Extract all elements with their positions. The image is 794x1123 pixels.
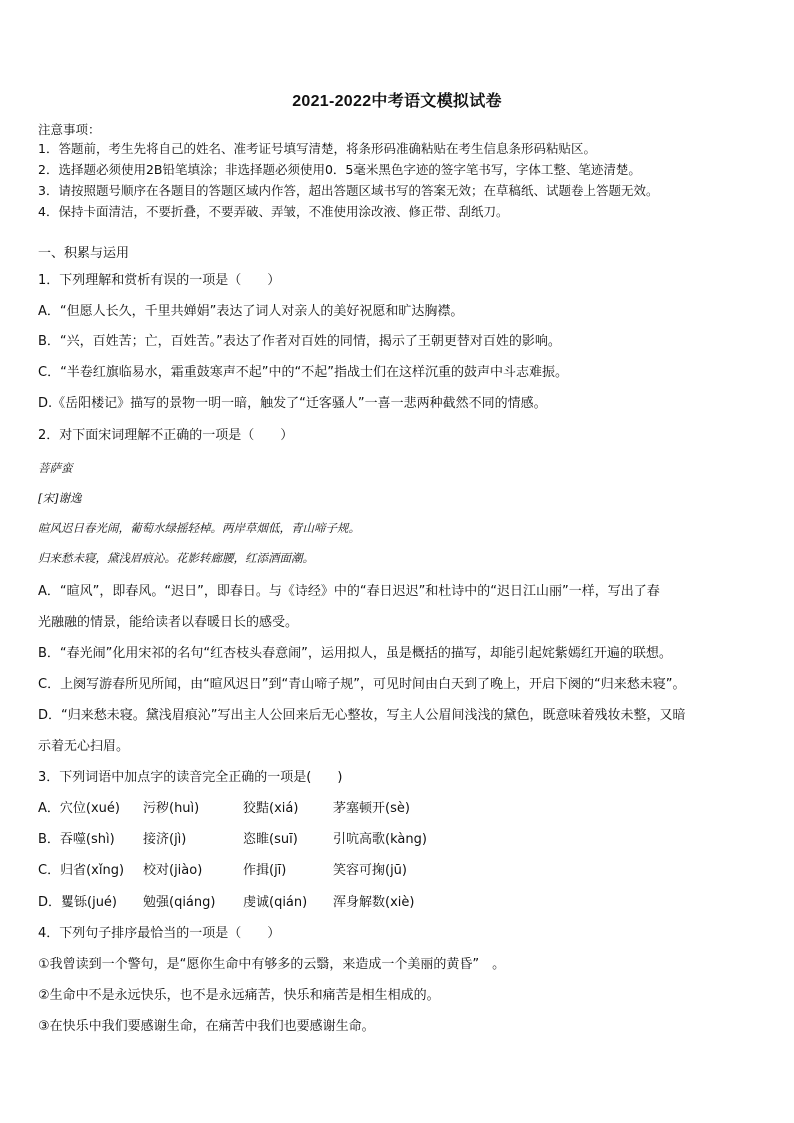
notice-item: 4．保持卡面清洁，不要折叠，不要弄破、弄皱，不准使用涂改液、修正带、刮纸刀。 bbox=[38, 204, 509, 219]
notice-item: 2．选择题必须使用2B铅笔填涂；非选择题必须使用0．5毫米黑色字迹的签字笔书写，字体工整、笔迹清楚。 bbox=[38, 162, 641, 177]
question-3-option-b bbox=[38, 831, 768, 849]
poem-line: 暄风迟日春光闹，葡萄水绿摇轻棹。两岸草烟低，青山啼子规。 bbox=[38, 521, 360, 535]
question-2-option-c: C．上阕写游春所见所闻，由“暄风迟日”到“青山啼子规”，可见时间由白天到了晚上，开启下阕的“归来愁未寝”。 bbox=[38, 677, 686, 692]
question-3-stem: 3．下列词语中加点字的读音完全正确的一项是( ) bbox=[38, 770, 343, 785]
page-title: 2021-2022中考语文模拟试卷 bbox=[292, 93, 502, 110]
option-word: 狡黠(xiá) bbox=[243, 801, 299, 816]
question-3-option-d bbox=[38, 894, 768, 912]
section-heading: 一、积累与运用 bbox=[38, 246, 130, 261]
option-word: 作揖(jī) bbox=[243, 863, 287, 878]
option-word: 引吭高歌(kàng) bbox=[333, 832, 427, 847]
question-2-option-a: A．“暄风”，即春风。“迟日”，即春日。与《诗经》中的“春日迟迟”和杜诗中的“迟日江山丽”一样，写出了春 bbox=[38, 584, 660, 599]
option-word: 勉强(qiáng) bbox=[143, 895, 216, 910]
option-word: 虔诚(qián) bbox=[243, 895, 308, 910]
option-word: 茅塞顿开(sè) bbox=[333, 801, 410, 816]
question-2-option-d: D．“归来愁未寝。黛浅眉痕沁”写出主人公回来后无心整妆，写主人公眉间浅浅的黛色，既意味着残妆未整，又暗 bbox=[38, 708, 686, 723]
poem-title: 菩萨蛮 bbox=[38, 461, 73, 475]
question-4-stem: 4．下列句子排序最恰当的一项是（ ） bbox=[38, 926, 281, 941]
poem-author: [宋]谢逸 bbox=[38, 491, 82, 505]
option-word: 恣睢(suī) bbox=[243, 832, 298, 847]
poem-line: 归来愁未寝，黛浅眉痕沁。花影转廊腰，红添酒面潮。 bbox=[38, 551, 314, 565]
option-word: B．吞噬(shì) bbox=[38, 832, 115, 847]
question-4-sentence: ③在快乐中我们要感谢生命，在痛苦中我们也要感谢生命。 bbox=[38, 1019, 375, 1034]
question-1-option-d: D.《岳阳楼记》描写的景物一明一暗，触发了“迁客骚人”一喜一悲两种截然不同的情感。 bbox=[38, 396, 547, 411]
question-3-option-c bbox=[38, 862, 768, 880]
question-2-option-d-cont: 示着无心扫眉。 bbox=[38, 739, 130, 754]
question-1-option-b: B．“兴，百姓苦；亡，百姓苦。”表达了作者对百姓的同情，揭示了王朝更替对百姓的影响。 bbox=[38, 334, 561, 349]
question-2-option-b: B．“春光闹”化用宋祁的名句“红杏枝头春意闹”，运用拟人，虽是概括的描写，却能引起姹紫嫣红开遍的联想。 bbox=[38, 646, 672, 661]
option-word: 校对(jiào) bbox=[143, 863, 203, 878]
question-2-stem: 2．对下面宋词理解不正确的一项是（ ） bbox=[38, 428, 294, 443]
notice-item: 1．答题前，考生先将自己的姓名、准考证号填写清楚，将条形码准确粘贴在考生信息条形码粘贴区。 bbox=[38, 141, 596, 156]
option-word: 污秽(huì) bbox=[143, 801, 200, 816]
question-2-option-a-cont: 光融融的情景，能给读者以春暖日长的感受。 bbox=[38, 615, 299, 630]
question-4-sentence: ②生命中不是永远快乐，也不是永远痛苦，快乐和痛苦是相生相成的。 bbox=[38, 988, 440, 1003]
question-1-option-c: C．“半卷红旗临易水，霜重鼓寒声不起”中的“不起”指战士们在这样沉重的鼓声中斗志难振。 bbox=[38, 365, 569, 380]
option-word: 浑身解数(xiè) bbox=[333, 895, 415, 910]
question-3-option-a bbox=[38, 800, 768, 818]
option-word: A．穴位(xué) bbox=[38, 801, 120, 816]
option-word: D．矍铄(jué) bbox=[38, 895, 118, 910]
notice-item: 3．请按照题号顺序在各题目的答题区域内作答，超出答题区域书写的答案无效；在草稿纸、试题卷上答题无效。 bbox=[38, 183, 659, 198]
option-word: C．归省(xǐng) bbox=[38, 863, 125, 878]
option-word: 笑容可掬(jū) bbox=[333, 863, 407, 878]
notice-heading: 注意事项： bbox=[38, 122, 101, 137]
question-4-sentence: ①我曾读到一个警句，是“愿你生命中有够多的云翳，来造成一个美丽的黄昏” 。 bbox=[38, 957, 506, 972]
question-1-stem: 1．下列理解和赏析有误的一项是（ ） bbox=[38, 273, 281, 288]
option-word: 接济(jì) bbox=[143, 832, 187, 847]
question-1-option-a: A．“但愿人长久，千里共婵娟”表达了词人对亲人的美好祝愿和旷达胸襟。 bbox=[38, 304, 464, 319]
